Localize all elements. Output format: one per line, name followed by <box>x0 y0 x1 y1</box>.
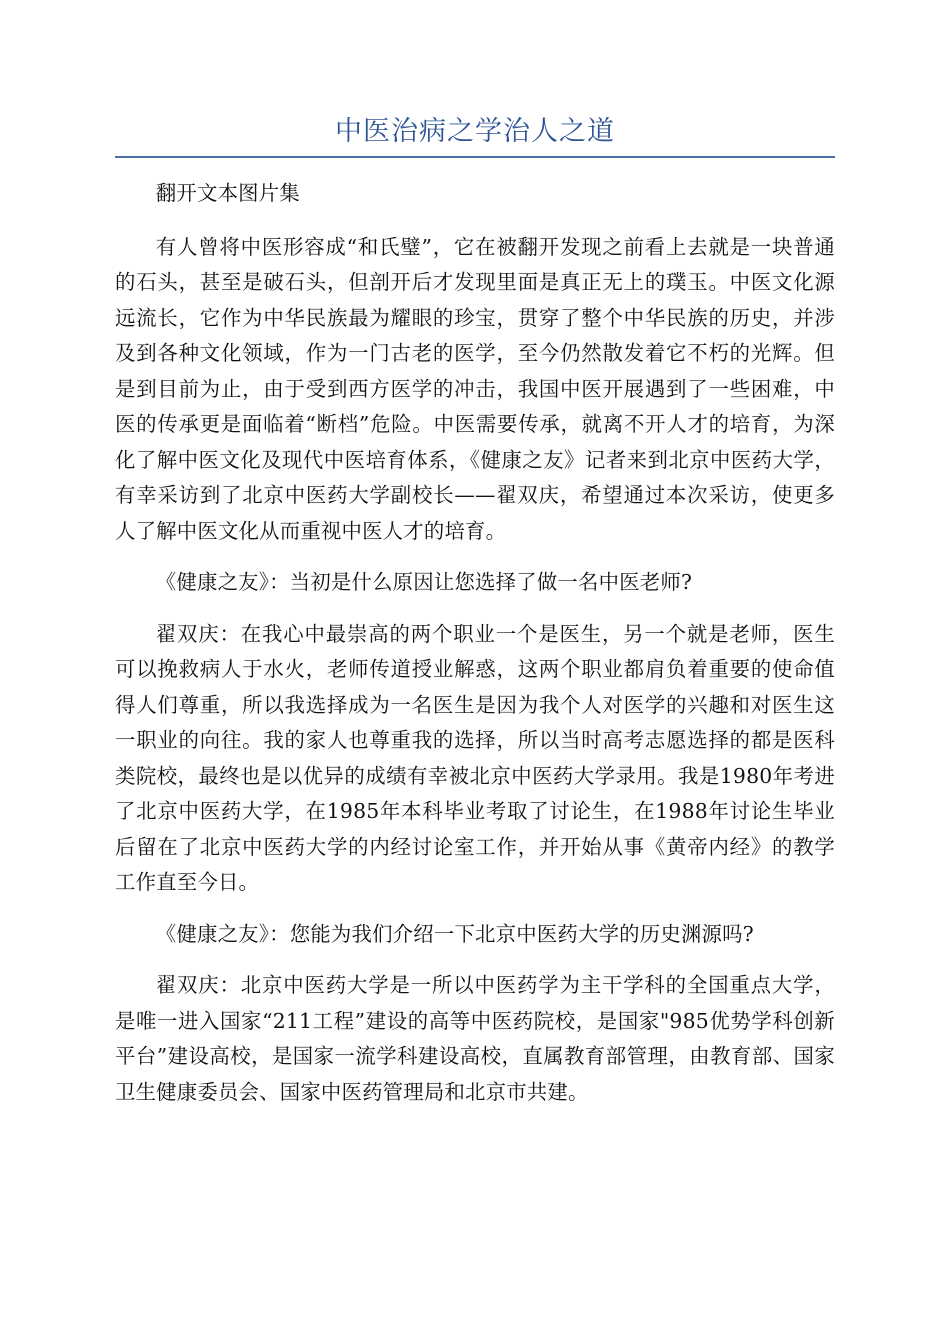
paragraph-question-1: 《健康之友》：当初是什么原因让您选择了做一名中医老师? <box>155 570 693 594</box>
paragraph-intro: 有人曾将中医形容成“和氏璧”，它在被翻开发现之前看上去就是一块普通的石头，甚至是破石头，但剖开后才发现里面是真正无上的璞玉。中医文化源远流长，它作为中华民族最为耀眼的珍宝，贯穿了整个中华民族的历史，并涉及到各种文化领域，作为一门古老的医学，至今仍然散发着它不朽的光辉。但是到目前为止，由于受到西方医学的冲击，我国中医开展遇到了一些困难，中医的传承更是面临着“断档”危险。中医需要传承，就离不开人才的培育，为深化了解中医文化及现代中医培育体系，《健康之友》记者来到北京中医药大学，有幸采访到了北京中医药大学副校长——翟双庆，希望通过本次采访，使更多人了解中医文化从而重视中医人才的培育。 <box>115 234 835 543</box>
document-body <box>115 176 835 1126</box>
paragraph-question-2: 《健康之友》：您能为我们介绍一下北京中医药大学的历史渊源吗? <box>155 921 754 946</box>
document-title: 中医治病之学治人之道 <box>335 116 615 147</box>
paragraph-answer-1: 翟双庆：在我心中最崇高的两个职业一个是医生，另一个就是老师，医生可以挽救病人于水火，老师传道授业解惑，这两个职业都肩负着重要的使命值得人们尊重，所以我选择成为一名医生是因为我个人对医学的兴趣和对医生这一职业的向往。我的家人也尊重我的选择，所以当时高考志愿选择的都是医科类院校，最终也是以优异的成绩有幸被北京中医药大学录用。我是1980年考进了北京中医药大学，在1985年本科毕业考取了讨论生，在1988年讨论生毕业后留在了北京中医药大学的内经讨论室工作，并开始从事《黄帝内经》的教学工作直至今日。 <box>115 621 835 894</box>
paragraph-gallery-caption: 翻开文本图片集 <box>155 181 300 205</box>
paragraph-answer-2: 翟双庆：北京中医药大学是一所以中医药学为主干学科的全国重点大学，是唯一进入国家“211工程”建设的高等中医药院校，是国家"985优势学科创新平台”建设高校，是国家一流学科建设高校，直属教育部管理，由教育部、国家卫生健康委员会、国家中医药管理局和北京市共建。 <box>115 973 835 1104</box>
title-block <box>115 112 835 158</box>
